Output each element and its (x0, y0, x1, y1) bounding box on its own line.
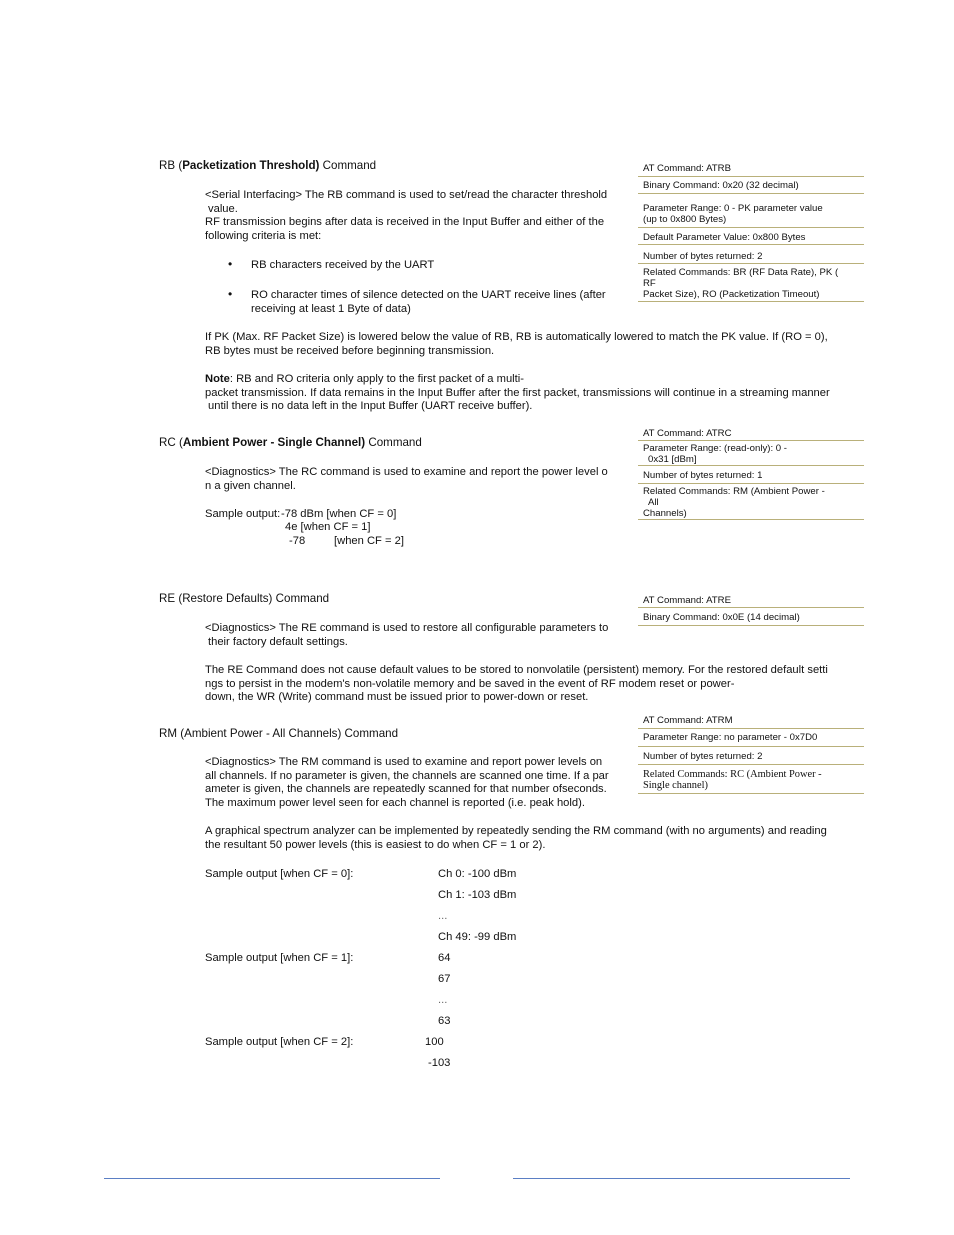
rc-sample2: 4e [when CF = 1] (285, 521, 371, 533)
rm-sample2-value-0: 100 (425, 1036, 444, 1048)
re-intro-line2: their factory default settings. (208, 635, 348, 648)
rb-note-text1: : RB and RO criteria only apply to the first packet of a multi- (229, 373, 524, 385)
rm-sample2-value-1: -103 (428, 1057, 451, 1069)
rm-side-bytes-text: Number of bytes returned: 2 (643, 751, 763, 762)
rm-sample1-value-1: 67 (438, 973, 451, 985)
rb-bullet2-line1: RO character times of silence detected on the UART receive lines (after (251, 289, 606, 301)
rb-heading-tail: Command (319, 159, 377, 172)
rm-para2-line2: the resultant 50 power levels (this is easiest to do when CF = 1 or 2). (205, 838, 546, 851)
re-heading-bold: Restore Defaults) (182, 592, 273, 605)
rb-bullet2-dot: • (228, 287, 233, 301)
re-side-binary (638, 612, 864, 626)
rm-sample2-label: Sample output [when CF = 2]: (205, 1036, 354, 1048)
re-heading (159, 592, 329, 606)
re-heading-code: RE ( (159, 592, 183, 605)
rm-sample1-label: Sample output [when CF = 1]: (205, 952, 354, 964)
rc-side-at-command (638, 428, 864, 441)
rc-sample-label: Sample output: (205, 508, 281, 520)
rm-side-bytes (638, 751, 864, 765)
rc-side-bytes (638, 470, 864, 484)
rm-sample0-value-3: Ch 49: -99 dBm (438, 931, 517, 943)
re-para2-line3: down, the WR (Write) command must be issued prior to power-down or reset. (205, 691, 589, 704)
rc-intro-line1: <Diagnostics> The RC command is used to examine and report the power level o (205, 466, 608, 478)
rb-heading-code: RB ( (159, 159, 183, 172)
rb-side-default (638, 232, 864, 245)
footer-rule-right (513, 1178, 850, 1179)
rc-heading-bold: Ambient Power - Single Channel) (182, 436, 366, 449)
rb-side-default-text: Default Parameter Value: 0x800 Bytes (643, 232, 806, 243)
rm-intro (205, 756, 630, 810)
rc-side-at-command-text: AT Command: ATRC (643, 428, 732, 439)
rb-side-related (638, 267, 864, 302)
rb-side-bytes (638, 251, 864, 264)
rm-intro-line2: all channels. If no parameter is given, the channels are scanned one time. If a par (205, 769, 609, 782)
rb-note-line2: packet transmission. If data remains in the Input Buffer after the first packet, transmissions will continue in a streaming manner (205, 386, 830, 399)
re-heading-tail: Command (272, 592, 330, 605)
rb-heading (159, 159, 376, 173)
rc-sample3-cond: [when CF = 2] (334, 535, 404, 547)
rb-para2 (205, 331, 860, 358)
rc-side-related-line1: Related Commands: RM (Ambient Power - (643, 486, 825, 497)
rb-note-line3: until there is no data left in the Input Buffer (UART receive buffer). (208, 400, 533, 413)
rb-bullet2-line2: receiving at least 1 Byte of data) (251, 302, 411, 315)
re-side-at-command (638, 595, 864, 608)
rm-side-param-range-text: Parameter Range: no parameter - 0x7D0 (643, 732, 818, 743)
rm-intro-line3: ameter is given, the channels are repeatedly scanned for that number ofseconds. (205, 783, 607, 796)
rc-sample3-value: -78 (289, 535, 306, 547)
rb-intro-line4: following criteria is met: (205, 229, 322, 242)
rb-note (205, 373, 860, 414)
rm-side-at-command-text: AT Command: ATRM (643, 715, 733, 726)
rm-side-related-line1: Related Commands: RC (Ambient Power - (643, 769, 822, 780)
rb-side-param-range-line2: (up to 0x800 Bytes) (643, 214, 727, 225)
rc-sample1: -78 dBm [when CF = 0] (281, 508, 397, 520)
rm-sample1-value-2: ... (438, 994, 448, 1006)
re-para2-line1: The RE Command does not cause default values to be stored to nonvolatile (persistent) memory. For the restored default setti (205, 664, 828, 676)
rm-sample1-value-3: 63 (438, 1015, 451, 1027)
rm-sample0-value-0: Ch 0: -100 dBm (438, 868, 517, 880)
rb-intro (205, 189, 630, 243)
rb-side-binary-text: Binary Command: 0x20 (32 decimal) (643, 180, 799, 191)
rb-side-binary (638, 180, 864, 194)
rm-para2-line1: A graphical spectrum analyzer can be implemented by repeatedly sending the RM command (with no arguments) and reading (205, 825, 827, 837)
rm-side-related-line2: Single channel) (643, 780, 708, 791)
rb-side-param-range-line1: Parameter Range: 0 - PK parameter value (643, 203, 823, 214)
rb-intro-line1: <Serial Interfacing> The RB command is used to set/read the character threshold (205, 189, 608, 201)
rb-side-param-range (638, 203, 864, 228)
rb-heading-bold: Packetization Threshold) (182, 159, 320, 172)
rb-intro-line2: value. (208, 202, 238, 215)
rm-side-param-range (638, 732, 864, 747)
rb-bullet1: RB characters received by the UART (251, 259, 435, 271)
rm-side-related (638, 769, 864, 794)
re-para2 (205, 664, 860, 705)
rc-side-related-line2: All (648, 497, 659, 508)
re-para2-line2: ngs to persist in the modem's non-volatile memory and be saved in the event of RF modem reset or power- (205, 677, 735, 690)
rm-para2 (205, 825, 860, 852)
re-intro-line1: <Diagnostics> The RE command is used to restore all configurable parameters to (205, 622, 609, 634)
rb-bullet1-dot: • (228, 257, 233, 271)
rb-para2-line1: If PK (Max. RF Packet Size) is lowered below the value of RB, RB is automatically lowered to match the PK value. If (RO = 0), (205, 331, 828, 343)
rb-para2-line2: RB bytes must be received before beginning transmission. (205, 344, 495, 357)
rc-side-param-range (638, 443, 864, 466)
rc-heading-code: RC ( (159, 436, 183, 449)
rb-note-label: Note (205, 373, 230, 385)
rc-side-related-line3: Channels) (643, 508, 687, 519)
rc-side-related (638, 486, 864, 520)
footer-rule-left (104, 1178, 440, 1179)
rm-sample0-value-2: ... (438, 910, 448, 922)
rb-side-related-line1: Related Commands: BR (RF Data Rate), PK ( (643, 267, 839, 278)
re-side-binary-text: Binary Command: 0x0E (14 decimal) (643, 612, 800, 623)
rc-side-bytes-text: Number of bytes returned: 1 (643, 470, 763, 481)
re-intro (205, 622, 630, 649)
rc-heading-tail: Command (365, 436, 422, 449)
rb-note-line1 (205, 373, 860, 387)
rm-intro-line4: The maximum power level seen for each channel is reported (i.e. peak hold). (205, 796, 585, 809)
rm-sample0-value-1: Ch 1: -103 dBm (438, 889, 517, 901)
rb-side-at-command-text: AT Command: ATRB (643, 163, 731, 174)
rm-sample0-label: Sample output [when CF = 0]: (205, 868, 354, 880)
rm-intro-line1: <Diagnostics> The RM command is used to examine and report power levels on (205, 756, 603, 768)
rc-heading (159, 436, 422, 450)
rb-intro-line3: RF transmission begins after data is received in the Input Buffer and either of the (205, 216, 605, 229)
rc-side-param-range-line2: 0x31 [dBm] (648, 454, 697, 465)
rc-side-param-range-line1: Parameter Range: (read-only): 0 - (643, 443, 787, 454)
rc-intro-line2: n a given channel. (205, 479, 296, 492)
rb-side-related-line2: RF (643, 278, 656, 289)
rm-side-at-command (638, 715, 864, 729)
re-side-at-command-text: AT Command: ATRE (643, 595, 731, 606)
rc-intro (205, 466, 630, 493)
rb-side-related-line3: Packet Size), RO (Packetization Timeout) (643, 289, 820, 300)
rm-heading: RM (Ambient Power - All Channels) Command (159, 727, 399, 740)
rb-bullet2 (251, 289, 631, 316)
rm-sample1-value-0: 64 (438, 952, 451, 964)
rb-side-at-command (638, 163, 864, 177)
rb-side-bytes-text: Number of bytes returned: 2 (643, 251, 763, 262)
